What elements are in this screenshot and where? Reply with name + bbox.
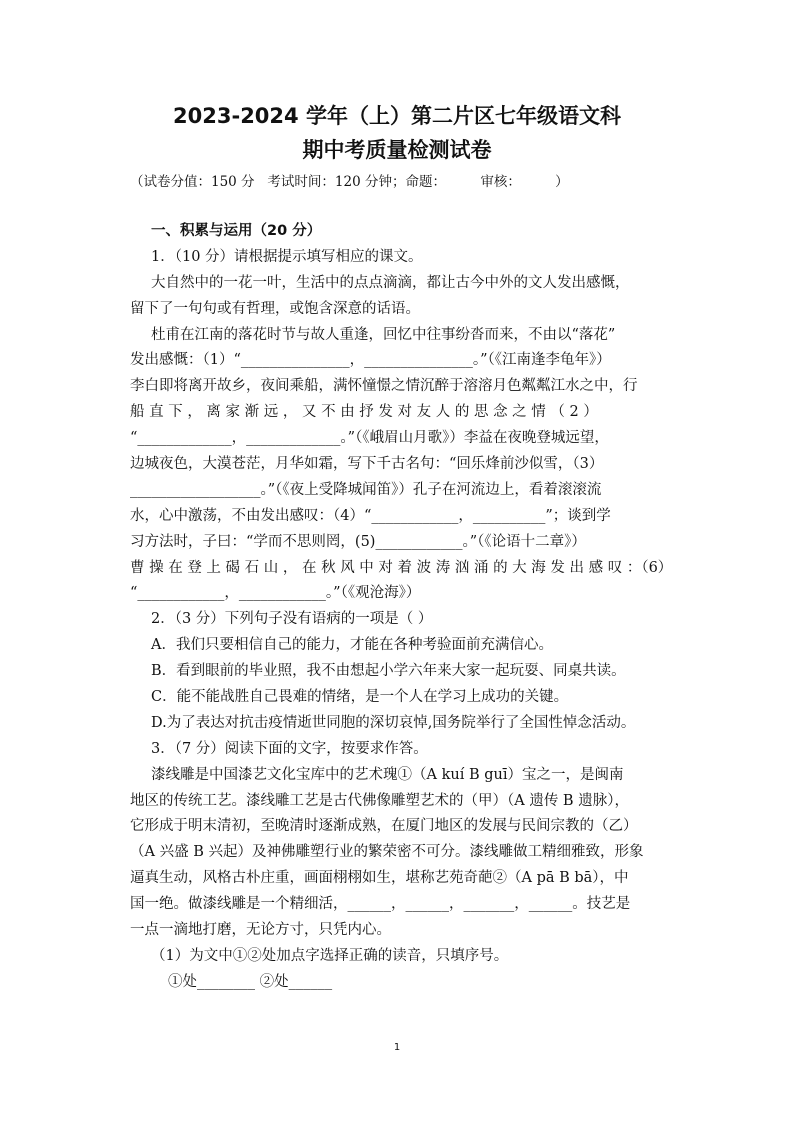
reading-passage-line: 地区的传统工艺。漆线雕工艺是古代佛像雕塑艺术的（甲）（A 遗传 B 遗脉）， (130, 792, 629, 809)
passage-line: 曹 操 在 登 上 碣 石 山 ， 在 秋 风 中 对 着 波 涛 汹 涌 的 大 海 发 出 感 叹 ：（6） (130, 559, 673, 576)
question-2-stem: 2．（3 分）下列句子没有语病的一项是（ ） (151, 611, 433, 628)
passage-line: 留下了一句句或有哲理，或饱含深意的话语。 (130, 300, 420, 317)
reading-passage-line: 它形成于明末清初，至晚清时逐渐成熟，在厦门地区的发展与民间宗教的（乙） (130, 818, 638, 835)
reading-passage-line: 一点一滴地打磨，无论方寸，只凭内心。 (130, 922, 391, 939)
exam-title-line1: 2023-2024 学年（上）第二片区七年级语文科 (173, 104, 621, 128)
reading-passage-line: 国一绝。做漆线雕是一个精细活，______，______，_______，______。技艺是 (130, 896, 631, 913)
exam-body (130, 219, 690, 996)
fill-blank-line: 习方法时，子曰：“学而不思则罔，(5)____________。”（《论语十二章》） (130, 533, 586, 550)
option-a: A．我们只要相信自己的能力，才能在各种考验面前充满信心。 (151, 637, 553, 654)
question-1-stem: 1．（10 分）请根据提示填写相应的课文。 (151, 248, 423, 265)
exam-title-line2: 期中考质量检测试卷 (302, 138, 492, 162)
option-c: C．能不能战胜自己畏难的情绪，是一个人在学习上成功的关键。 (151, 689, 569, 706)
passage-line: 大自然中的一花一叶，生活中的点点滴滴，都让古今中外的文人发出感慨， (151, 274, 630, 291)
passage-line: 杜甫在江南的落花时节与故人重逢，回忆中往事纷沓而来，不由以“落花” (151, 326, 616, 343)
reading-passage-line: 漆线雕是中国漆艺文化宝库中的艺术瑰①（A kuí B guī）宝之一，是闽南 (151, 766, 624, 783)
passage-line: 边城夜色，大漠苍茫，月华如霜，写下千古名句：“回乐烽前沙似雪，（3） (130, 456, 604, 473)
page-number: 1 (393, 1042, 401, 1053)
sub-question-1: （1）为文中①②处加点字选择正确的读音，只填序号。 (151, 947, 509, 964)
question-3-stem: 3．（7 分）阅读下面的文字，按要求作答。 (151, 740, 428, 757)
answer-blanks: ①处________ ②处______ (168, 973, 333, 990)
exam-info-line: （试卷分值：150 分 考试时间：120 分钟；命题： 审核： ） (130, 174, 569, 190)
passage-line: 船 直 下 ， 离 家 渐 远 ， 又 不 由 抒 发 对 友 人 的 思 念 之 情 （ 2 ） (130, 404, 598, 421)
option-d: D.为了表达对抗击疫情逝世同胞的深切哀悼,国务院举行了全国性悼念活动。 (151, 714, 636, 731)
section-heading: 一、积累与运用（20 分） (151, 223, 322, 239)
passage-line: 李白即将离开故乡，夜间乘船，满怀憧憬之情沉醉于溶溶月色粼粼江水之中，行 (130, 378, 638, 395)
fill-blank-line: “____________，____________。”（《观沧海》） (130, 585, 421, 602)
fill-blank-line: 发出感慨：（1）“_______________，_______________。”（《江南逢李龟年》） (130, 352, 611, 369)
fill-blank-line: “_____________，_____________。”（《峨眉山月歌》）李益在夜晚登城远望， (130, 430, 609, 447)
reading-passage-line: 逼真生动，风格古朴庄重，画面栩栩如生，堪称艺苑奇葩②（A pā B bā），中 (130, 870, 629, 887)
fill-blank-line: __________________。”（《夜上受降城闻笛》）孔子在河流边上，看着滚滚流 (130, 481, 602, 498)
reading-passage-line: （A 兴盛 B 兴起）及神佛雕塑行业的繁荣密不可分。漆线雕做工精细雅致，形象 (130, 844, 644, 861)
fill-blank-line: 水，心中激荡，不由发出感叹：（4）“____________，__________”；谈到学 (130, 507, 611, 524)
option-b: B．看到眼前的毕业照，我不由想起小学六年来大家一起玩耍、同桌共读。 (151, 663, 626, 680)
